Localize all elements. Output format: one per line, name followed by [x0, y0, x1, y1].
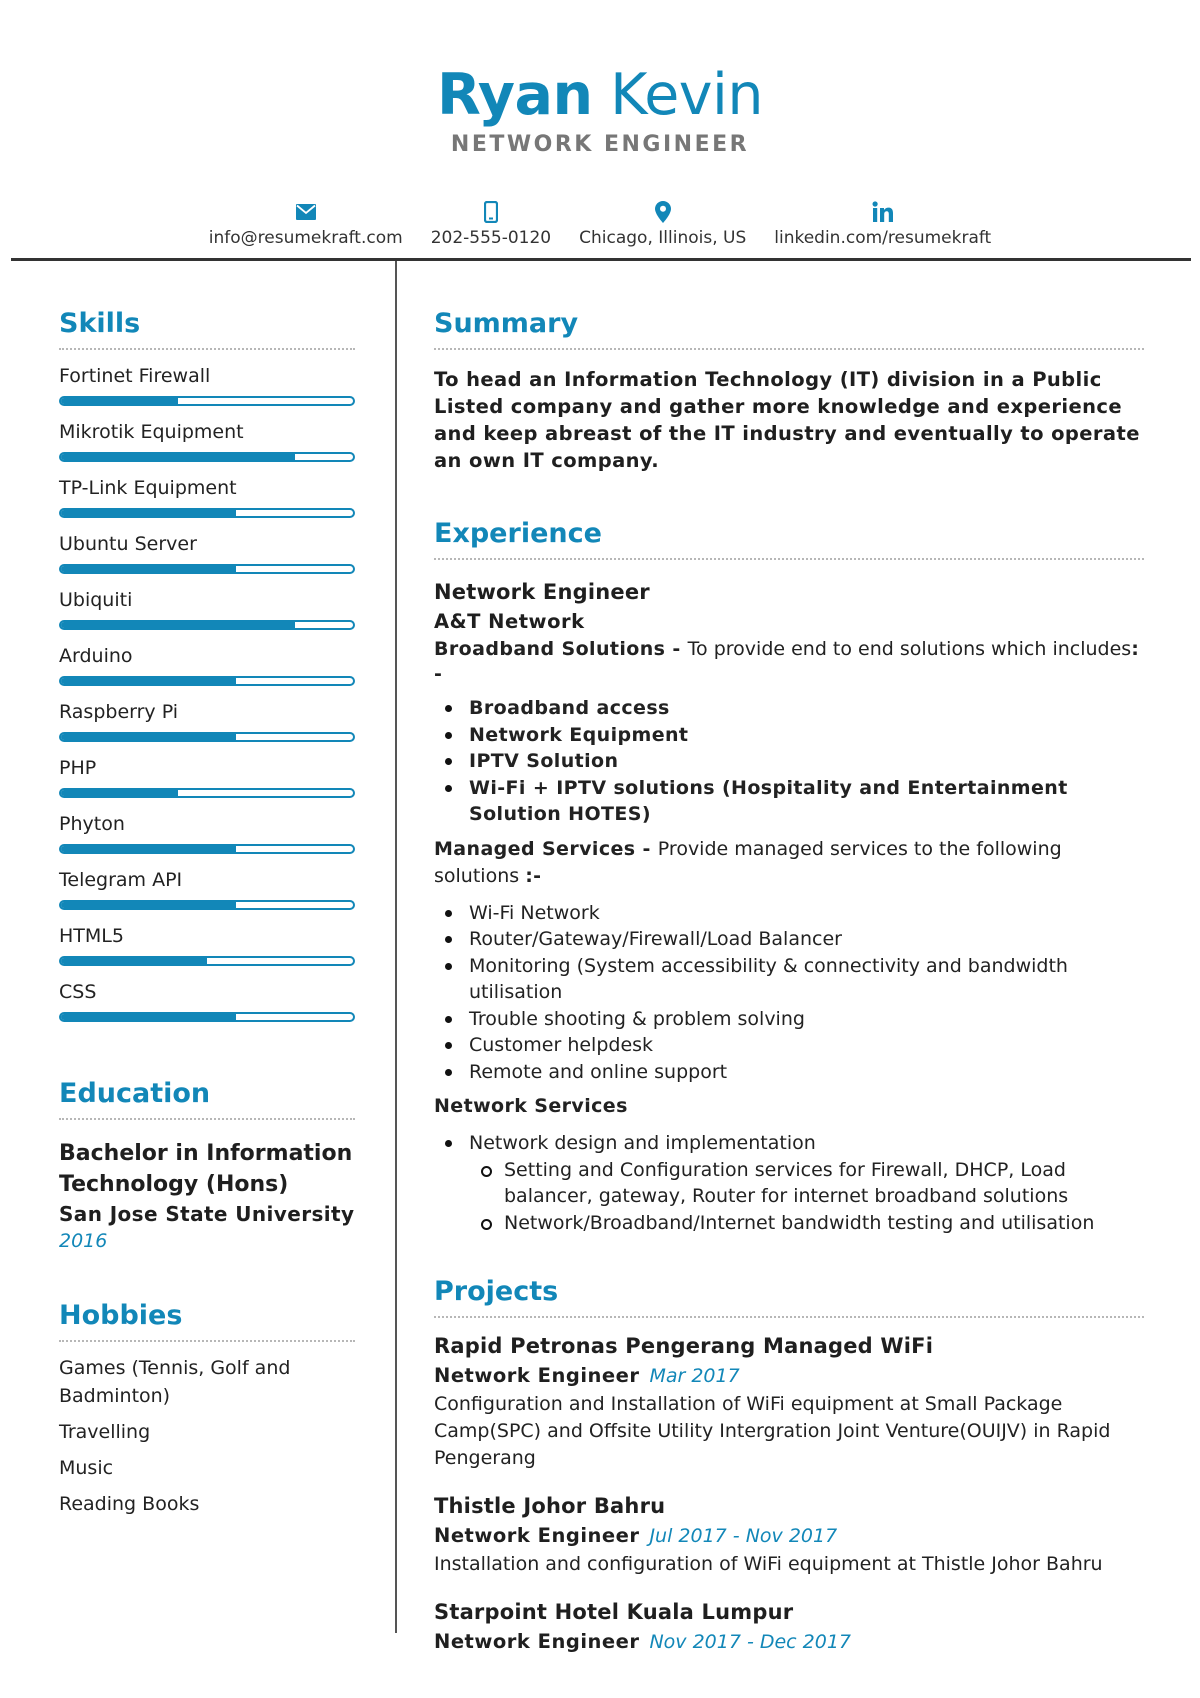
project-description: Installation and configuration of WiFi equipment at Thistle Johor Bahru [434, 1553, 1103, 1575]
contact-email[interactable] [195, 200, 417, 248]
skill-level-bar [59, 900, 355, 910]
contact-phone[interactable] [417, 200, 565, 248]
project-role: Network Engineer [434, 1630, 640, 1653]
company-name: A&T Network [434, 610, 585, 633]
education-degree: Bachelor in Information Technology (Hons) [59, 1141, 353, 1197]
resume-header [0, 62, 1200, 157]
list-item: Network Equipment [434, 722, 1144, 749]
skills-list [59, 364, 355, 1036]
skill-label: Ubuntu Server [59, 533, 197, 555]
education-school: San Jose State University [59, 1202, 355, 1226]
summary-text: To head an Information Technology (IT) division in a Public Listed company and gather more knowledge and experience and keep abreast of the IT industry and eventually to operate an own IT company. [434, 368, 1140, 472]
managed-list [434, 900, 1144, 1086]
summary-section [434, 306, 1144, 474]
skill-level-fill [61, 678, 236, 684]
project-item [434, 1492, 1144, 1578]
location-icon [651, 200, 675, 224]
project-item [434, 1598, 1144, 1657]
left-column [59, 306, 355, 1526]
skill-level-bar [59, 732, 355, 742]
skill-level-bar [59, 564, 355, 574]
skill-item [59, 700, 355, 756]
projects-divider [434, 1316, 1144, 1318]
header-divider [11, 258, 1191, 261]
education-divider [59, 1118, 355, 1120]
education-year: 2016 [59, 1230, 108, 1252]
project-item [434, 1332, 1144, 1472]
skill-level-bar [59, 956, 355, 966]
experience-section [434, 516, 1144, 1236]
managed-heading: Managed Services - [434, 837, 658, 860]
education-heading: Education [59, 1078, 211, 1109]
skill-label: HTML5 [59, 925, 124, 947]
project-description: Configuration and Installation of WiFi equipment at Small Package Camp(SPC) and Offsite Utility Intergration Joint Venture(OUIJV) in Rapid Pengerang [434, 1393, 1111, 1469]
skill-level-fill [61, 846, 236, 852]
broadband-suffix: : [1131, 638, 1140, 660]
broadband-description [434, 636, 1144, 663]
projects-section [434, 1274, 1144, 1657]
skill-label: Phyton [59, 813, 125, 835]
skill-item [59, 868, 355, 924]
list-item: Remote and online support [434, 1059, 1144, 1086]
project-date: Jul 2017 - Nov 2017 [649, 1525, 838, 1547]
phone-icon [479, 200, 503, 224]
skill-item [59, 756, 355, 812]
hobby-item: Reading Books [59, 1493, 200, 1515]
skill-level-fill [61, 958, 207, 964]
skill-label: Arduino [59, 645, 133, 667]
list-item: Trouble shooting & problem solving [434, 1006, 1144, 1033]
projects-heading: Projects [434, 1276, 559, 1307]
project-name: Rapid Petronas Pengerang Managed WiFi [434, 1334, 934, 1358]
skill-label: PHP [59, 757, 97, 779]
project-role: Network Engineer [434, 1524, 640, 1547]
skill-item [59, 364, 355, 420]
list-item: Router/Gateway/Firewall/Load Balancer [434, 926, 1144, 953]
skills-divider [59, 348, 355, 350]
list-item: Broadband access [434, 695, 1144, 722]
skill-level-bar [59, 788, 355, 798]
hobbies-section [59, 1298, 355, 1518]
list-item-text: Network design and implementation [469, 1132, 816, 1154]
contact-location[interactable] [565, 200, 760, 248]
skill-item [59, 588, 355, 644]
skill-level-fill [61, 454, 295, 460]
skill-level-fill [61, 622, 295, 628]
hobby-item: Music [59, 1457, 114, 1479]
sub-list-item: Setting and Configuration services for Firewall, DHCP, Load balancer, gateway, Router for internet broadband solutions [469, 1157, 1144, 1210]
job-title: NETWORK ENGINEER [450, 132, 750, 157]
skill-level-fill [61, 510, 236, 516]
skill-level-bar [59, 1012, 355, 1022]
email-icon [294, 200, 318, 224]
skill-label: TP-Link Equipment [59, 477, 237, 499]
project-role: Network Engineer [434, 1364, 640, 1387]
broadband-list [434, 695, 1144, 828]
skill-level-bar [59, 508, 355, 518]
experience-heading: Experience [434, 518, 602, 549]
managed-suffix: :- [525, 864, 542, 887]
skill-level-bar [59, 452, 355, 462]
hobby-item: Games (Tennis, Golf and Badminton) [59, 1357, 291, 1407]
skill-label: Fortinet Firewall [59, 365, 211, 387]
managed-text: Provide managed services to the following solutions [434, 837, 1062, 887]
project-role-line [434, 1627, 1144, 1657]
skill-level-fill [61, 566, 236, 572]
skill-label: Mikrotik Equipment [59, 421, 244, 443]
hobbies-heading: Hobbies [59, 1300, 183, 1331]
skill-level-bar [59, 844, 355, 854]
managed-description [434, 836, 1144, 890]
network-services-heading: Network Services [434, 1095, 628, 1117]
skill-item [59, 980, 355, 1036]
list-item [434, 1130, 1144, 1236]
skill-item [59, 420, 355, 476]
broadband-dash: - [434, 663, 442, 685]
list-item: Wi-Fi + IPTV solutions (Hospitality and Entertainment Solution HOTES) [434, 775, 1144, 828]
broadband-heading: Broadband Solutions - [434, 638, 688, 660]
network-services-sublist [469, 1157, 1144, 1237]
education-section [59, 1076, 355, 1254]
project-name: Thistle Johor Bahru [434, 1494, 666, 1518]
experience-divider [434, 558, 1144, 560]
skill-item [59, 812, 355, 868]
sub-list-item: Network/Broadband/Internet bandwidth testing and utilisation [469, 1210, 1144, 1237]
skill-label: Ubiquiti [59, 589, 133, 611]
skills-heading: Skills [59, 308, 141, 339]
hobby-item: Travelling [59, 1421, 151, 1443]
skill-item [59, 532, 355, 588]
job-role: Network Engineer [434, 580, 650, 604]
email-text: info@resumekraft.com [208, 228, 403, 248]
contact-bar [0, 200, 1200, 248]
project-date: Nov 2017 - Dec 2017 [649, 1631, 852, 1653]
location-text: Chicago, Illinois, US [579, 228, 747, 248]
skill-level-fill [61, 734, 236, 740]
skill-level-bar [59, 676, 355, 686]
column-divider [395, 261, 397, 1633]
last-name: Kevin [610, 62, 763, 128]
skill-item [59, 924, 355, 980]
network-services-description [434, 1093, 1144, 1120]
skill-level-bar [59, 396, 355, 406]
linkedin-icon [871, 200, 895, 224]
hobbies-list [59, 1354, 355, 1518]
list-item: Customer helpdesk [434, 1032, 1144, 1059]
list-item: Wi-Fi Network [434, 900, 1144, 927]
skill-level-fill [61, 902, 236, 908]
skills-section [59, 306, 355, 1036]
skill-label: Telegram API [59, 869, 183, 891]
network-services-list [434, 1130, 1144, 1236]
broadband-text: To provide end to end solutions which includes [687, 638, 1132, 660]
summary-divider [434, 348, 1144, 350]
project-date: Mar 2017 [649, 1365, 740, 1387]
skill-level-bar [59, 620, 355, 630]
skill-item [59, 476, 355, 532]
skill-level-fill [61, 398, 178, 404]
candidate-name [0, 62, 1200, 128]
project-name: Starpoint Hotel Kuala Lumpur [434, 1600, 794, 1624]
skill-level-fill [61, 1014, 236, 1020]
list-item: Monitoring (System accessibility & connectivity and bandwidth utilisation [434, 953, 1144, 1006]
phone-text: 202-555-0120 [430, 228, 552, 248]
summary-heading: Summary [434, 308, 579, 339]
hobbies-divider [59, 1340, 355, 1342]
list-item: IPTV Solution [434, 748, 1144, 775]
first-name: Ryan [437, 62, 593, 128]
contact-linkedin[interactable] [760, 200, 1005, 248]
skill-label: CSS [59, 981, 97, 1003]
linkedin-text: linkedin.com/resumekraft [774, 228, 992, 248]
skill-item [59, 644, 355, 700]
project-role-line [434, 1361, 1144, 1391]
skill-label: Raspberry Pi [59, 701, 179, 723]
skill-level-fill [61, 790, 178, 796]
project-role-line [434, 1521, 1144, 1551]
right-column [434, 306, 1144, 1657]
